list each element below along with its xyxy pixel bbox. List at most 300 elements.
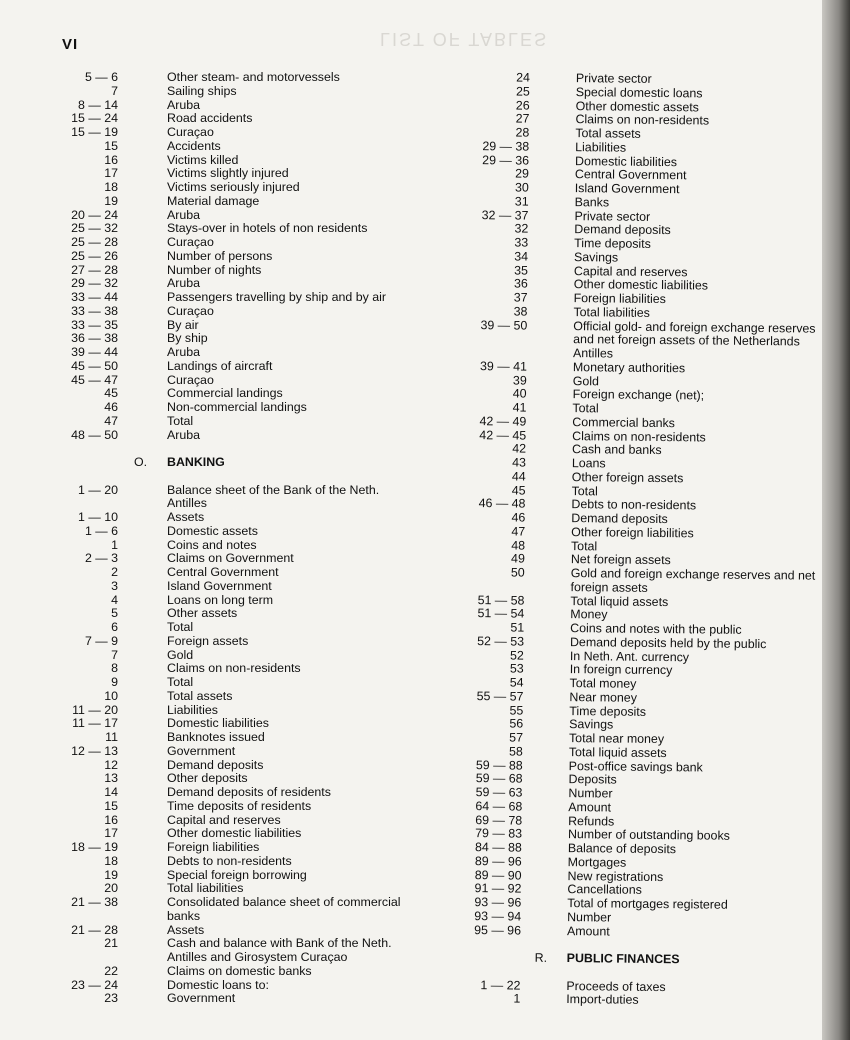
table-range: 58 [509, 744, 523, 759]
entry-text: Debts to non-residents [571, 497, 697, 513]
toc-entry [60, 99, 460, 113]
entry-text: Claims on non-residents [167, 661, 301, 676]
table-range: 51 [510, 620, 525, 635]
entry-text: Near money [569, 689, 638, 705]
toc-entry [60, 497, 460, 511]
table-range: 33 — 35 [71, 317, 118, 332]
entry-text: Landings of aircraft [167, 358, 273, 373]
entry-text: Savings [573, 249, 619, 265]
entry-text: Gold [572, 373, 600, 388]
table-range: 32 [514, 221, 529, 236]
entry-text: Cash and banks [571, 442, 662, 458]
table-range: 7 [111, 647, 118, 662]
entry-text: Domestic liabilities [574, 153, 678, 169]
table-range: 52 [510, 647, 524, 663]
entry-text: Other foreign assets [571, 469, 684, 486]
entry-text: Cash and balance with Bank of the Neth. [167, 936, 392, 951]
table-range [465, 580, 525, 581]
entry-text: Total liabilities [167, 881, 244, 896]
table-range: 22 [104, 963, 118, 978]
table-range: 14 [104, 785, 118, 799]
toc-entry [60, 869, 460, 883]
table-range: 9 [111, 675, 118, 689]
entry-text: Number of persons [167, 248, 273, 263]
entry-text: Curaçao [167, 372, 214, 387]
toc-entry [60, 951, 460, 965]
entry-text: Aruba [167, 276, 201, 291]
table-range: 1 — 6 [84, 523, 118, 538]
entry-text: foreign assets [570, 579, 648, 595]
toc-entry [60, 126, 460, 140]
entry-text: Official gold- and foreign exchange reserves [573, 318, 816, 336]
entry-text: Victims killed [167, 152, 239, 167]
toc-entry [60, 814, 460, 828]
entry-text: Stays-over in hotels of non residents [167, 221, 368, 236]
entry-text: Mortgages [567, 854, 627, 870]
entry-text: Central Government [574, 167, 687, 183]
table-range: 20 — 24 [71, 207, 118, 222]
toc-entry [60, 346, 460, 360]
entry-text: banks [167, 908, 201, 923]
entry-text: and net foreign assets of the Netherlands [573, 332, 800, 349]
section-letter: R. [534, 950, 548, 965]
page-number: VI [62, 36, 79, 53]
table-range: 1 [513, 991, 521, 1006]
right-column [460, 70, 816, 1010]
table-range: 32 — 37 [481, 207, 529, 223]
entry-text: Monetary authorities [572, 359, 686, 376]
table-range: 12 [104, 757, 118, 772]
entry-text: Other domestic liabilities [167, 826, 302, 841]
toc-entry [60, 937, 460, 951]
entry-text: Victims seriously injured [167, 180, 300, 194]
toc-entry [60, 979, 460, 993]
toc-entry [60, 319, 460, 333]
entry-text: Other assets [167, 606, 238, 621]
table-range: 46 [104, 400, 118, 414]
table-range: 31 [514, 194, 529, 209]
entry-text: Foreign assets [167, 633, 249, 648]
entry-text: Antilles [167, 496, 207, 511]
table-range: 5 [111, 606, 118, 621]
table-range: 93 — 94 [474, 908, 522, 924]
entry-text: Antilles and Girosystem Curaçao [167, 950, 348, 964]
table-range: 52 — 53 [477, 633, 525, 649]
table-range: 45 — 47 [71, 372, 118, 387]
table-range: 8 [111, 661, 118, 676]
toc-entry [60, 250, 460, 264]
entry-text: Claims on non-residents [572, 428, 706, 444]
table-range: 43 [512, 455, 526, 470]
table-range: 25 [515, 84, 530, 99]
toc-entry [60, 552, 460, 566]
entry-text: Consolidated balance sheet of commercial [167, 895, 401, 909]
table-range: 95 — 96 [474, 922, 522, 938]
toc-entry [460, 992, 800, 1009]
entry-text: Assets [167, 922, 205, 937]
entry-text: Total [167, 620, 194, 634]
table-range: 55 — 57 [476, 688, 524, 704]
table-range: 49 [511, 551, 525, 566]
table-range: 46 [511, 510, 526, 525]
toc-entry [60, 594, 460, 608]
table-range: 51 — 58 [477, 592, 525, 608]
table-range: 33 [514, 235, 529, 250]
entry-text: Special foreign borrowing [167, 867, 307, 882]
toc-entry [60, 401, 460, 415]
table-range: 23 [104, 991, 118, 1006]
entry-text: Curaçao [167, 235, 214, 249]
entry-text: Aruba [167, 427, 201, 442]
entry-text: Total [570, 538, 598, 553]
entry-text: Private sector [575, 71, 652, 86]
entry-text: Loans [571, 456, 606, 471]
entry-text: Accidents [167, 138, 221, 153]
entry-text: Time deposits of residents [167, 798, 312, 813]
table-range: 47 [511, 524, 526, 539]
table-range: 25 — 26 [71, 248, 118, 263]
table-range: 16 [104, 812, 118, 827]
toc-entry [60, 291, 460, 305]
entry-text: Number [568, 786, 613, 801]
table-range: 38 [513, 304, 528, 319]
entry-text: Amount [566, 923, 610, 939]
table-range: 26 [515, 97, 530, 113]
table-range: 44 [511, 469, 526, 484]
entry-text: Total [572, 401, 599, 416]
table-range [467, 332, 527, 333]
table-range: 18 [104, 853, 118, 868]
table-range: 15 [104, 138, 118, 153]
entry-text: Total [571, 483, 598, 498]
entry-text: Curaçao [167, 125, 214, 139]
entry-text: Savings [569, 717, 614, 732]
toc-entry [60, 731, 460, 745]
table-range: 13 [104, 771, 118, 786]
entry-text: Number of outstanding books [567, 827, 730, 844]
table-range: 45 — 50 [71, 358, 118, 373]
table-range: 59 — 88 [475, 757, 523, 773]
entry-text: Total liabilities [573, 304, 651, 320]
table-range: 5 — 6 [84, 70, 118, 84]
entry-text: Other domestic liabilities [573, 277, 709, 293]
toc-entry [60, 621, 460, 635]
entry-text: Gold and foreign exchange reserves and net [570, 566, 816, 583]
entry-text: Total of mortgages registered [567, 896, 728, 912]
table-range: 11 [105, 730, 118, 744]
table-range: 64 — 68 [475, 798, 523, 814]
table-range: 45 [511, 482, 526, 498]
toc-entry [60, 924, 460, 938]
toc-entry [60, 525, 460, 539]
toc-entry [60, 140, 460, 154]
table-range: 20 [104, 881, 118, 896]
entry-text: Government [167, 991, 236, 1006]
table-range [467, 346, 527, 347]
toc-entry [60, 992, 460, 1006]
entry-text: In Neth. Ant. currency [569, 648, 690, 664]
table-range: 50 [510, 565, 525, 580]
entry-text: Total [167, 413, 194, 428]
table-range: 48 — 50 [71, 427, 118, 442]
table-range: 59 — 63 [475, 785, 523, 800]
table-range: 36 — 38 [71, 331, 118, 346]
table-range: 19 [104, 867, 118, 882]
table-range: 42 — 45 [479, 427, 527, 443]
toc-entry [60, 965, 460, 979]
toc-entry [60, 841, 460, 855]
toc-entry [60, 745, 460, 759]
toc-entry [60, 222, 460, 236]
toc-entry [60, 717, 460, 731]
table-range: 29 — 32 [71, 276, 118, 291]
toc-entry [60, 511, 460, 525]
toc-entry [60, 607, 460, 621]
toc-entry [60, 167, 460, 181]
table-range: 41 [512, 400, 527, 415]
entry-text: By ship [167, 331, 208, 346]
entry-text: Sailing ships [167, 83, 237, 98]
entry-text: Total liquid assets [568, 744, 667, 760]
table-range: 55 [509, 702, 524, 718]
entry-text: Other domestic assets [575, 98, 699, 114]
entry-text: Capital and reserves [573, 263, 688, 279]
entry-text: Victims slightly injured [167, 166, 289, 181]
table-range: 21 [104, 936, 118, 951]
toc-entry [60, 112, 460, 126]
entry-text: Liabilities [167, 702, 218, 717]
entry-text: Refunds [568, 813, 615, 829]
entry-text: Claims on domestic banks [167, 963, 312, 978]
table-range: 53 [509, 661, 524, 676]
table-range: 42 [512, 441, 527, 456]
entry-text: Private sector [574, 208, 651, 224]
toc-entry [60, 181, 460, 195]
entry-text: Debts to non-residents [167, 853, 292, 868]
table-range: 2 [111, 565, 118, 579]
entry-text: Money [570, 607, 608, 622]
entry-text: By air [167, 317, 199, 332]
entry-text: Cancellations [567, 882, 642, 898]
entry-text: Domestic assets [167, 523, 258, 538]
entry-text: Road accidents [167, 111, 253, 126]
entry-text: Other steam- and motorvessels [167, 70, 340, 84]
table-range: 29 — 36 [482, 152, 530, 168]
toc-entry [60, 635, 460, 649]
entry-text: Aruba [167, 207, 201, 222]
table-range: 25 — 28 [71, 235, 118, 249]
toc-entry [60, 882, 460, 896]
table-range: 17 [104, 166, 118, 181]
table-range: 37 [513, 290, 528, 305]
table-range: 39 — 50 [480, 317, 528, 333]
table-range: 28 [515, 125, 530, 140]
table-range: 21 — 38 [71, 895, 118, 909]
table-range: 39 [512, 372, 527, 388]
entry-text: Time deposits [569, 703, 647, 719]
entry-text: Domestic loans to: [167, 977, 269, 992]
section-title: PUBLIC FINANCES [566, 951, 680, 967]
spacer [60, 470, 460, 484]
table-range: 18 — 19 [71, 840, 118, 854]
entry-text: Proceeds of taxes [566, 978, 666, 994]
entry-text: Number of nights [167, 262, 262, 277]
toc-entry [60, 264, 460, 278]
entry-text: Capital and reserves [167, 812, 281, 827]
table-range: 93 — 96 [474, 895, 522, 910]
toc-entry [60, 154, 460, 168]
entry-text: Banknotes issued [167, 730, 265, 744]
entry-text: Special domestic loans [575, 84, 703, 101]
table-range: 18 [104, 180, 118, 194]
table-range: 12 — 13 [71, 743, 118, 758]
entry-text: Import-duties [566, 992, 639, 1008]
table-range: 8 — 14 [78, 97, 118, 112]
table-range: 24 [516, 70, 531, 85]
section-title: BANKING [167, 455, 225, 469]
entry-text: Material damage [167, 193, 260, 208]
entry-text: Total near money [568, 731, 665, 747]
toc-entry [60, 484, 460, 498]
table-range: 29 [515, 166, 529, 181]
entry-text: In foreign currency [569, 662, 673, 678]
table-range: 15 — 24 [71, 111, 118, 126]
table-range: 1 [111, 537, 118, 552]
toc-entry [60, 71, 460, 85]
page-edge [822, 0, 850, 1040]
entry-text: Amount [568, 799, 612, 815]
toc-entry [60, 759, 460, 773]
entry-text: Aruba [167, 97, 201, 112]
entry-text: Banks [574, 194, 610, 210]
toc-entry [60, 539, 460, 553]
entry-text: Antilles [572, 346, 614, 361]
table-range: 1 — 10 [78, 510, 118, 524]
entry-text: Total assets [167, 688, 233, 703]
entry-text: Total assets [575, 126, 641, 141]
table-range: 34 [514, 249, 529, 264]
entry-text: Foreign liabilities [167, 840, 260, 854]
entry-text: Total liquid assets [570, 593, 669, 609]
entry-text: Island Government [167, 578, 272, 593]
table-range: 40 [512, 386, 527, 401]
toc-entry [60, 662, 460, 676]
toc-entry [60, 209, 460, 223]
entry-text: Assets [167, 510, 205, 524]
table-range: 89 — 96 [474, 853, 522, 869]
table-range: 21 — 28 [71, 922, 118, 937]
table-range: 51 — 54 [477, 606, 525, 621]
table-range: 15 [104, 798, 118, 813]
toc-entry [60, 374, 460, 388]
left-column [60, 71, 460, 1006]
entry-text: Passengers travelling by ship and by air [167, 290, 387, 304]
table-range: 25 — 32 [71, 221, 118, 236]
toc-entry [60, 277, 460, 291]
bleed-through-title: LIST OF TABLES [380, 29, 549, 49]
table-range: 69 — 78 [475, 812, 523, 828]
entry-text: Foreign exchange (net); [572, 387, 705, 403]
table-range: 29 — 38 [482, 138, 530, 154]
table-range: 1 — 20 [78, 482, 118, 497]
toc-entry [60, 649, 460, 663]
table-range: 33 — 38 [71, 303, 118, 318]
entry-text: Island Government [574, 181, 680, 197]
entry-text: Demand deposits [571, 511, 668, 527]
toc-entry [60, 305, 460, 319]
toc-entry [60, 387, 460, 401]
table-range: 27 [515, 111, 530, 126]
entry-text: Liabilities [575, 139, 627, 155]
entry-text: Claims on non-residents [575, 112, 710, 128]
entry-text: Central Government [167, 565, 279, 579]
entry-text: Balance sheet of the Bank of the Neth. [167, 482, 380, 497]
toc-entry [60, 704, 460, 718]
entry-text: Balance of deposits [567, 841, 677, 857]
table-range: 7 [111, 83, 118, 98]
entry-text: Domestic liabilities [167, 716, 269, 731]
table-range: 42 — 49 [479, 413, 527, 429]
table-range: 15 — 19 [71, 125, 118, 139]
entry-text: Commercial landings [167, 386, 283, 401]
table-range: 89 — 90 [474, 867, 522, 883]
table-range: 6 [111, 620, 118, 634]
entry-text: Demand deposits [574, 222, 671, 238]
toc-entry [60, 580, 460, 594]
toc-entry [60, 786, 460, 800]
toc-entry [60, 676, 460, 690]
toc-entry [60, 910, 460, 924]
toc-entry [60, 429, 460, 443]
toc-entry [60, 332, 460, 346]
entry-text: Other deposits [167, 771, 248, 786]
toc-entry [60, 827, 460, 841]
section-heading [60, 456, 460, 470]
entry-text: Net foreign assets [570, 552, 671, 568]
table-range: 59 — 68 [475, 771, 523, 786]
toc-entry [60, 690, 460, 704]
table-range: 45 [104, 386, 118, 401]
toc-entry [60, 855, 460, 869]
table-range: 54 [509, 675, 524, 690]
toc-entry [60, 772, 460, 786]
table-range: 91 — 92 [474, 881, 522, 896]
entry-text: Total money [569, 676, 637, 691]
entry-text: Non-commercial landings [167, 400, 307, 414]
entry-text: Demand deposits [167, 757, 264, 772]
table-range: 1 — 22 [480, 977, 521, 993]
table-range: 2 — 3 [84, 551, 118, 566]
table-range: 39 — 41 [479, 358, 527, 374]
entry-text: Claims on Government [167, 551, 294, 566]
entry-text: Foreign liabilities [573, 291, 666, 307]
table-range: 10 [104, 688, 118, 703]
table-range: 23 — 24 [71, 977, 118, 992]
toc-entry [60, 566, 460, 580]
table-range: 33 — 44 [71, 290, 118, 304]
table-range: 11 — 20 [72, 702, 118, 717]
entry-text: Total [167, 675, 194, 689]
toc-entry [60, 360, 460, 374]
entry-text: Commercial banks [572, 414, 676, 430]
entry-text: Demand deposits of residents [167, 785, 331, 799]
section-letter: O. [134, 455, 148, 469]
table-range: 35 [514, 262, 528, 278]
table-range: 7 — 9 [84, 633, 118, 648]
entry-text: Other foreign liabilities [571, 524, 694, 541]
entry-text: Loans on long term [167, 592, 274, 607]
table-range: 39 — 44 [71, 345, 118, 359]
